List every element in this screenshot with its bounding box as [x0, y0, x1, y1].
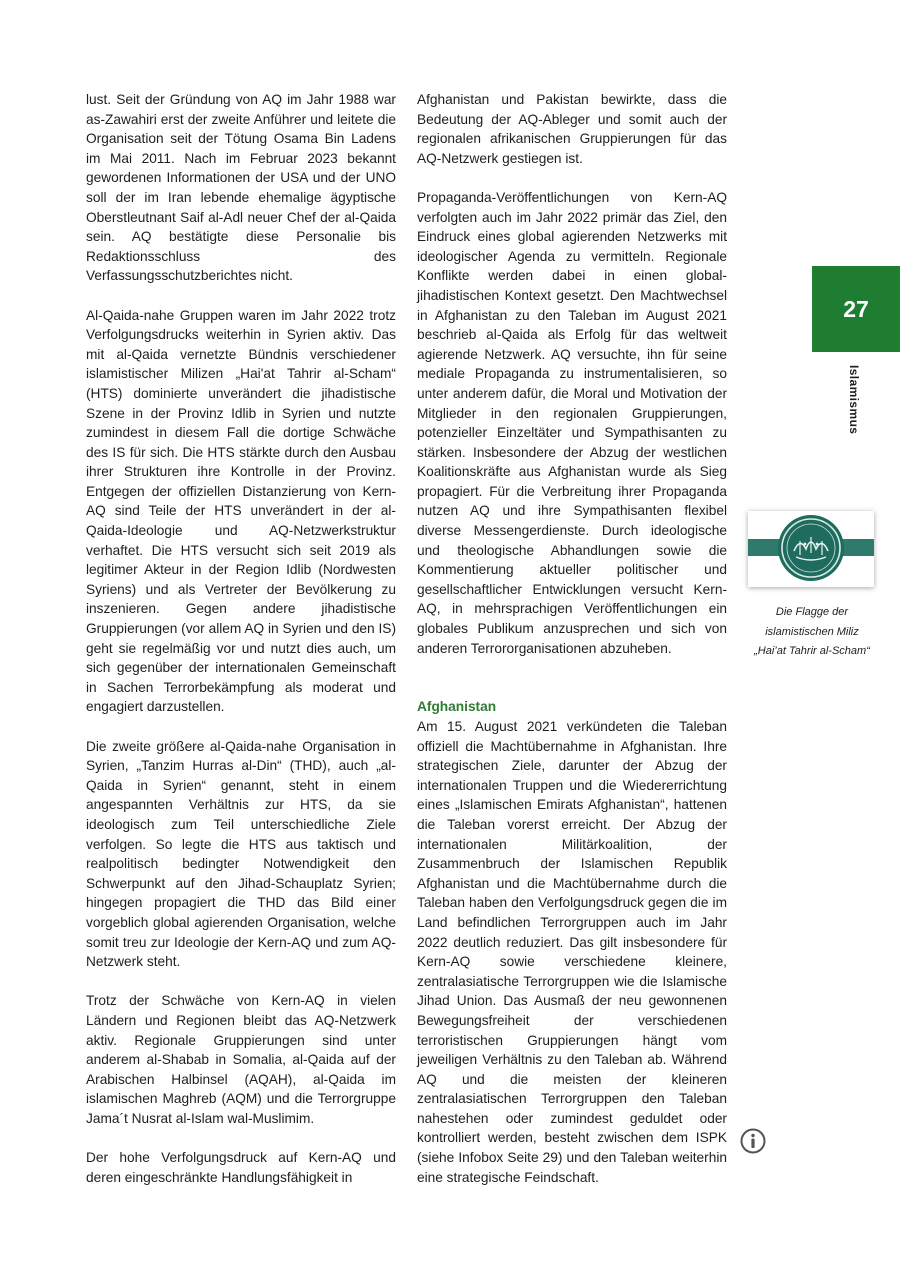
paragraph: Propaganda-Veröffentlichungen von Kern-AQ verfolgten auch im Jahr 2022 primär das Ziel, den Eindruck eines global agierenden Netzwerks mit ideologischer Agenda zu vermitteln. Regionale Konflikte werden dabei in einen global-jihadistischen Kontext gesetzt. Den Machtwechsel in Afghanistan zu den Taleban im August 2021 beschrieb al-Qaida als Erfolg für das weltweit agierende Netzwerk. AQ versuchte, ihn für seine mediale Propaganda zu instrumentalisieren, so unter anderem dafür, die Moral und Motivation der Mitglieder in den regionalen Gruppierungen, potenzieller Einzeltäter und Sympathisanten zu stärken. Insbesondere der Abzug der westlichen Koalitionskräfte aus Afghanistan wurde als Sieg propagiert. Für die Verbreitung ihrer Propaganda nutzen AQ und ihre Sympathisanten flexibel diverse Messengerdienste. Durch ideologische und theologische Abhandlungen sowie die Kommentierung aktueller politischer und gesellschaftlicher Entwicklungen versucht Kern-AQ, in mehrsprachigen Veröffentlichungen ein globales Publikum anzusprechen und sich von anderen Terrororganisationen abzuheben. — [417, 189, 727, 656]
hts-flag-icon — [748, 511, 874, 587]
flag-caption-line: Die Flagge der — [775, 606, 849, 618]
paragraph: Der hohe Verfolgungsdruck auf Kern-AQ und deren eingeschränkte Handlungsfähigkeit in — [86, 1150, 396, 1185]
paragraph: Am 15. August 2021 verkündeten die Taleban offiziell die Machtübernahme in Afghanistan. Ihre strategischen Ziele, darunter der Abzug der internationalen Truppen und die Wiedererrichtung eines „Islamischen Emirats Afghanistan“, hattenen die Taleban vorerst erreicht. Der Abzug der internationalen Militärkoalition, der Zusammenbruch der Islamischen Republik Afghanistan und die Machtübernahme durch die Taleban haben den Verfolgungsdruck gegen die im Land befindlichen Terrorgruppen auch im Jahr 2022 deutlich reduziert. Das gilt insbesondere für Kern-AQ sowie verschiedene kleinere, zentralasiatische Terrorgruppen wie die Islamische Jihad Union. Das Ausmaß der neu gewonnenen Bewegungsfreiheit der verschiedenen terroristischen Gruppierungen hängt vom jeweiligen Verhältnis zu den Taleban ab. Während AQ und die meisten der kleineren zentralasiatischen Terrorgruppen den Taleban nahestehen oder zumindest geduldet oder kontrolliert werden, besteht zwischen dem ISPK (siehe Infobox Seite 29) und den Taleban weiterhin eine strategische Feindschaft. — [417, 719, 727, 1185]
paragraph: Afghanistan und Pakistan bewirkte, dass die Bedeutung der AQ-Ableger und somit auch der regionalen afrikanischen Gruppierungen für das AQ-Netzwerk gestiegen ist. — [417, 92, 727, 166]
left-column — [86, 90, 396, 1207]
right-column — [417, 90, 727, 1207]
paragraph: Trotz der Schwäche von Kern-AQ in vielen Ländern und Regionen bleibt das AQ-Netzwerk aktiv. Regionale Gruppierungen sind unter anderem al-Shabab in Somalia, al-Qaida auf der Arabischen Halbinsel (AQAH), al-Qaida im islamischen Maghreb (AQM) und die Terrorgruppe Jama´t Nusrat al-Islam wal-Muslimim. — [86, 993, 396, 1126]
flag-caption-line: islamistischen Miliz — [765, 625, 859, 638]
info-glyph — [740, 1128, 766, 1154]
flag-image — [748, 511, 874, 587]
section-heading: Afghanistan — [417, 699, 497, 715]
page-number: 27 — [843, 295, 869, 322]
flag-caption-line: „Hai’at Tahrir al-Scham“ — [754, 645, 870, 657]
info-icon[interactable] — [740, 1128, 766, 1154]
paragraph: Al-Qaida-nahe Gruppen waren im Jahr 2022 trotz Verfolgungsdrucks weiterhin in Syrien aktiv. Das mit al-Qaida vernetzte Bündnis verschiedener islamistischer Milizen „Hai'at Tahrir al-Scham“ (HTS) dominierte unverändert die jihadistische Szene in der Provinz Idlib in Syrien und nutzte zumindest in diesem Fall die dortige Schwäche des IS für sich. Die HTS stärkte durch den Ausbau ihrer Strukturen ihre Kontrolle in der Provinz. Entgegen der offiziellen Distanzierung von Kern-AQ sind Teile der HTS unverändert in der al-Qaida-Ideologie und AQ-Netzwerkstruktur verhaftet. Die HTS versucht sich seit 2019 als legitimer Akteur in der Region Idlib (Nordwesten Syriens) und als Vertreter der Bevölkerung zu inszenieren. Gegen andere jihadistische Gruppierungen (vor allem AQ in Syrien und den IS) geht sie regelmäßig vor und nutzt dies auch, um sich gegenüber der internationalen Gemeinschaft in Sachen Terrorbekämpfung als moderat und engagiert darzustellen. — [86, 307, 396, 715]
section-label: Islamismus — [847, 365, 861, 435]
page-number-tab — [812, 266, 900, 352]
paragraph: lust. Seit der Gründung von AQ im Jahr 1988 war as-Zawahiri erst der zweite Anführer und leitete die Organisation seit der Tötung Osama Bin Ladens im Mai 2011. Nach im Februar 2023 bekannt gewordenen Informationen der USA und der UNO soll der im Iran lebende ehemalige ägyptische Oberstleutnant Saif al-Adl neuer Chef der al-Qaida sein. AQ bestätigte diese Personalie bis Redaktionsschluss des Verfassungsschutzberichtes nicht. — [86, 92, 396, 284]
flag-caption — [742, 603, 882, 662]
paragraph: Die zweite größere al-Qaida-nahe Organisation in Syrien, „Tanzim Hurras al-Din“ (THD), auch „al-Qaida in Syrien“ genannt, steht in einem angespannten Verhältnis zur HTS, da sie ideologisch zum Teil unterschiedliche Ziele verfolgen. So legte die HTS aus taktisch und realpolitisch bedingter Notwendigkeit den Schwerpunkt auf den Jihad-Schauplatz Syrien; hingegen propagiert die THD das Bild einer vorgeblich global agierenden Organisation, welche somit treu zur Ideologie der Kern-AQ und zum AQ-Netzwerk steht. — [86, 738, 396, 970]
spacer — [417, 678, 727, 698]
